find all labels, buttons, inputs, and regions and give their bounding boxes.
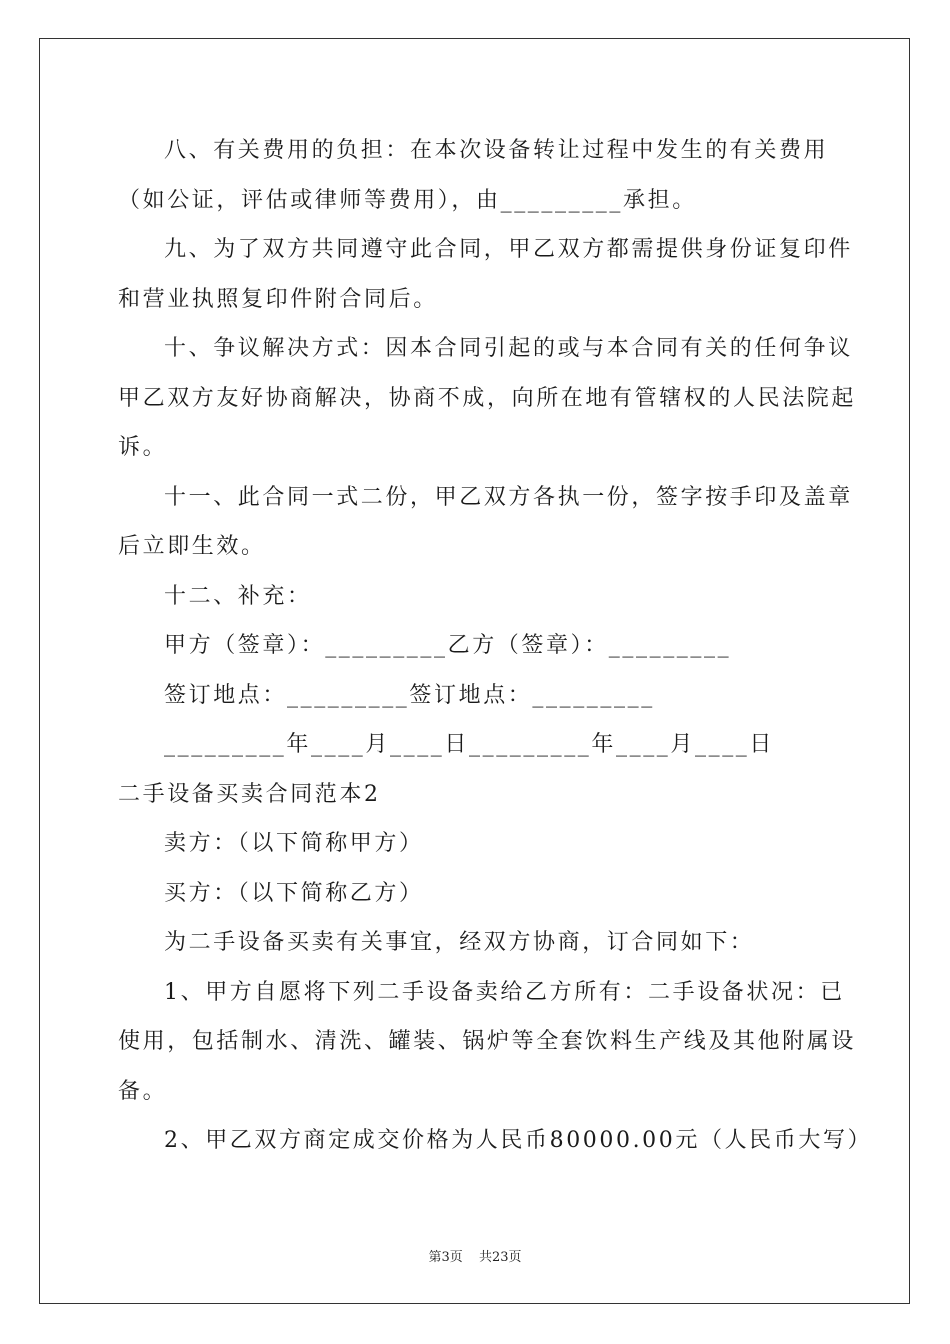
paragraph-line: 九、为了双方共同遵守此合同，甲乙双方都需提供身份证复印件	[164, 237, 853, 262]
page-number: 第3页	[428, 1250, 463, 1265]
page-footer	[0, 1246, 950, 1265]
paragraph-line: 买方：（以下简称乙方）	[164, 880, 424, 906]
paragraph-line: 甲乙双方友好协商解决，协商不成，向所在地有管辖权的人民法院起	[118, 385, 857, 411]
document-body	[118, 126, 873, 1166]
section-title: 二手设备买卖合同范本2	[118, 781, 381, 807]
paragraph-line: 和营业执照复印件附合同后。	[118, 286, 438, 312]
paragraph-line: 后立即生效。	[118, 534, 266, 559]
paragraph-line: 1、甲方自愿将下列二手设备卖给乙方所有：二手设备状况：已	[164, 979, 845, 1005]
paragraph-line: 使用，包括制水、清洗、罐装、锅炉等全套饮料生产线及其他附属设	[118, 1029, 857, 1054]
signature-line: 甲方（签章）：_________乙方（签章）：_________	[164, 633, 732, 658]
page-total: 共23页	[478, 1250, 522, 1265]
paragraph-line: 十、争议解决方式：因本合同引起的或与本合同有关的任何争议	[164, 336, 853, 361]
date-line: _________年____月____日_________年____月____日	[164, 732, 775, 757]
paragraph-line: 十二、补充：	[164, 583, 312, 609]
paragraph-line: 为二手设备买卖有关事宜，经双方协商，订合同如下：	[164, 930, 755, 955]
paragraph-line: 2、甲乙双方商定成交价格为人民币80000.00元（人民币大写）	[164, 1128, 873, 1153]
location-line: 签订地点：_________签订地点：_________	[164, 682, 655, 708]
paragraph-line: （如公证，评估或律师等费用），由_________承担。	[118, 187, 697, 213]
paragraph-line: 诉。	[118, 435, 168, 460]
paragraph-line: 卖方：（以下简称甲方）	[164, 831, 424, 856]
paragraph-line: 备。	[118, 1078, 168, 1104]
paragraph-line: 十一、此合同一式二份，甲乙双方各执一份，签字按手印及盖章	[164, 484, 853, 510]
paragraph-line: 八、有关费用的负担：在本次设备转让过程中发生的有关费用	[164, 138, 829, 163]
